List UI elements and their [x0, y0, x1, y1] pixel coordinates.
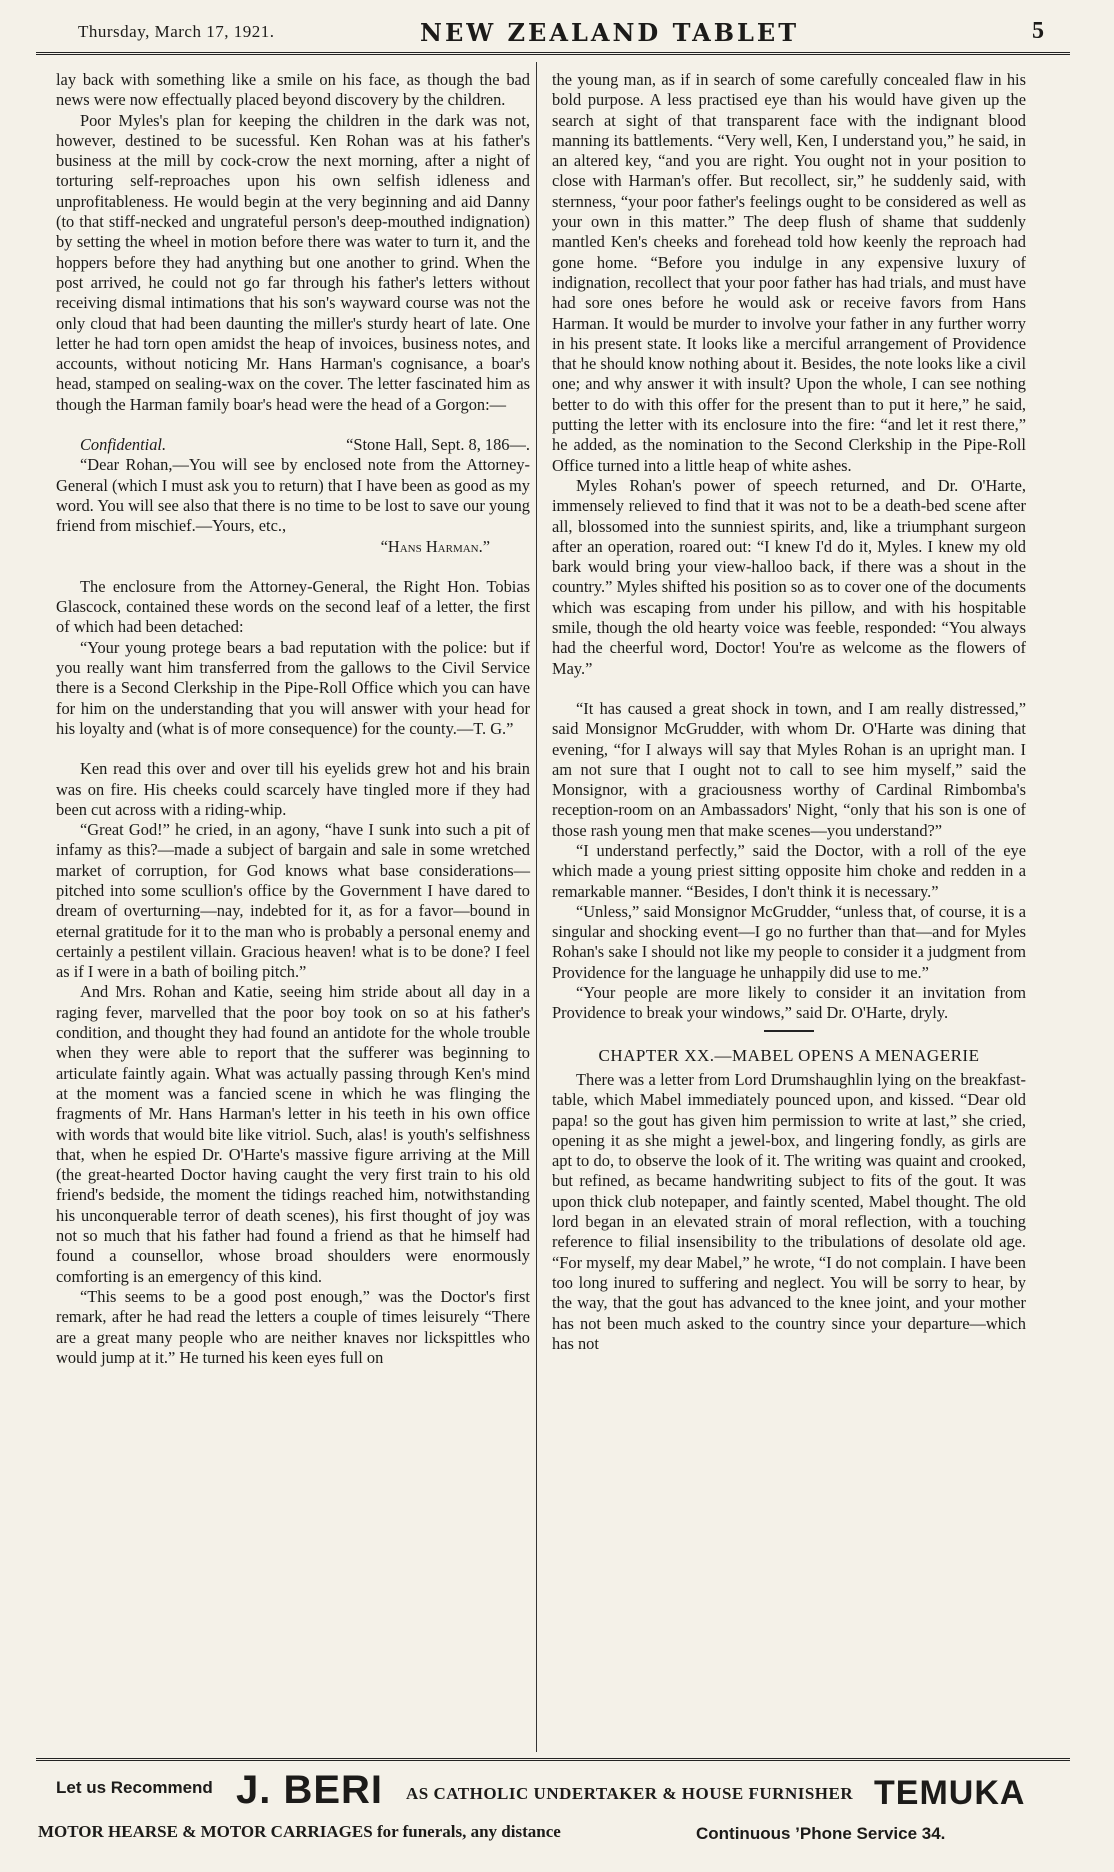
paragraph: the young man, as if in search of some carefully concealed flaw in his bold purpose. A less practised eye than his would have given up the search at sight of that transparent face with the indignant blood manning its battlements. “Very well, Ken, I understand you,” he said, in an altered key, “and you are right. You ought not in your position to close with Harman's offer. But recollect, sir,” he suddenly said, with sternness, “your poor father's feelings ought to be considered as well as your own in this matter.” The deep flush of shame that suddenly mantled Ken's cheeks and forehead told how keenly the reproach had gone home. “Before you indulge in any expensive luxury of indignation, recollect that your poor father has had trials, and must have had sore ones before he would ask or receive favors from Hans Harman. It would be murder to involve your father in any further worry in his present state. It looks like a merciful arrangement of Providence that he should know nothing about it. Besides, the note looks like a civil one; and why answer it with insult? Upon the whole, I can see nothing better to do with this offer for the present than to put it here,” he said, putting the letter with its enclosure into the fire: “and let it rest there,” he added, as the nomination to the Second Clerkship in the Pipe-Roll Office turned into a little heap of white ashes.	[552, 70, 1026, 475]
paragraph: There was a letter from Lord Drumshaughlin lying on the breakfast-table, which Mabel immediately pounced upon, and kissed. “Dear old papa! so the gout has given him permission to write at last,” she cried, opening it as she might a jewel-box, and lingering fondly, as girls are apt to do, to observe the look of it. The writing was quaint and crooked, but refined, as became handwriting subject to fits of the gout. It was upon thick club notepaper, and faintly scented, Mabel thought. The old lord began in an elevated strain of moral reflection, with a touching reference to filial insensibility to the tribulations of desolate old age. “For myself, my dear Mabel,” he wrote, “I do not complain. I have been too long inured to suffering and neglect. You will be sorry to hear, by the way, that the gout has advanced to the knee joint, and your mother has not been much asked to the country since your departure—which has not	[552, 1069, 1026, 1353]
letter-heading	[56, 435, 530, 455]
paragraph: And Mrs. Rohan and Katie, seeing him stride about all day in a raging fever, marvelled that the poor boy took on so at his father's condition, and thought they had found an antidote for the whole trouble when they were able to report that the sufferer was beginning to articulate faintly again. What was actually passing through Ken's mind at the moment was a fancied scene in which he was flinging the fragments of Mr. Hans Harman's letter in his teeth in his own office with words that would bite like vitriol. Such, alas! is youth's selfishness that, when he espied Dr. O'Harte's massive figure arriving at the Mill (the great-hearted Doctor having caught the very first train to his old friend's bedside, the moment the tidings reached him, notwithstanding his unconquerable terror of death scenes), his first thought of joy was not so much that his father had found a friend as that he himself had found a counsellor, whose broad shoulders were enormously comforting is an emergency of this kind.	[56, 982, 530, 1286]
paragraph: “Great God!” he cried, in an agony, “have I sunk into such a pit of infamy as this?—made a subject of bargain and sale in some wretched market of corruption, for God knows what base considerations—pitched into some scullion's office by the Government I have dared to dream of overturning—nay, indebted for it, as for a favor—bound in eternal gratitude for it to the man who is probably a personal enemy and certainly a pestilent villain. Gracious heaven! what is to be done? I feel as if I were in a bath of boiling pitch.”	[56, 820, 530, 982]
paragraph: “Your young protege bears a bad reputation with the police: but if you really want him transferred from the gallows to the Civil Service there is a Second Clerkship in the Pipe-Roll Office which you can have for him on the understanding that you will answer with your head for his loyalty and (what is of more consequence) for the county.—T. G.”	[56, 637, 530, 738]
chapter-heading: CHAPTER XX.—MABEL OPENS A MENAGERIE	[598, 1045, 980, 1065]
paragraph: “I understand perfectly,” said the Doctor, with a roll of the eye which made a young priest sitting opposite him choke and redden in a remarkable manner. “Besides, I don't think it is necessary.”	[552, 840, 1026, 901]
paragraph: The enclosure from the Attorney-General, the Right Hon. Tobias Glascock, contained these words on the second leaf of a letter, the first of which had been detached:	[56, 576, 530, 637]
letter-body: “Dear Rohan,—You will see by enclosed note from the Attorney-General (which I must ask you to return) that I have been as good as my word. You will see also that there is no time to be lost to save our young friend from mischief.—Yours, etc.,	[56, 455, 530, 536]
paragraph: “This seems to be a good post enough,” was the Doctor's first remark, after he had read the letters a couple of times leisurely “There are a great many people who are neither knaves nor lickspittles who would jump at it.” He turned his keen eyes full on	[56, 1286, 530, 1367]
page-header	[50, 16, 1070, 52]
paragraph: Poor Myles's plan for keeping the children in the dark was not, however, destined to be sucessful. Ken Rohan was at his father's business at the mill by cock-crow the next morning, after a night of torturing self-reproaches upon his own selfish idleness and unprofitableness. He would begin at the very beginning and aid Danny (to that stiff-necked and ungrateful person's deep-mouthed indignation) by setting the wheel in motion before there was water to turn it, and the hoppers before they had anything but one another to grind. When the post arrived, he could not go far through his father's letters without receiving dismal intimations that his son's wayward course was not the only cloud that had been daunting the miller's sturdy heart of late. One letter he had torn open amidst the heap of invoices, business notes, and accounts, without noticing Mr. Hans Harman's cognisance, a boar's head, stamped on sealing-wax on the cover. The letter fascinated him as though the Harman family boar's head were the head of a Gorgon:—	[56, 110, 530, 414]
advertisement	[36, 1768, 1070, 1858]
ad-town: TEMUKA	[874, 1774, 1026, 1812]
page-number: 5	[1032, 18, 1044, 44]
paragraph: Myles Rohan's power of speech returned, and Dr. O'Harte, immensely relieved to find that it was not to be a death-bed scene after all, blossomed into the sunniest spirits, and, like a triumphant surgeon after an operation, roared out: “I knew I'd do it, Myles. I knew my old bark would bring your view-halloo back, if there was a shout in the country.” Myles shifted his position so as to cover one of the documents which was escaping from under his pillow, and with his hospitable smile, though the old hearty voice was feeble, responded: “You always had the cheerful word, Doctor! You're as welcome as the flowers of May.”	[552, 475, 1026, 678]
left-column	[56, 70, 530, 1368]
letter-date: “Stone Hall, Sept. 8, 186—.	[346, 435, 530, 455]
right-column	[552, 70, 1026, 1354]
ad-business-name: J. BERI	[236, 1768, 384, 1812]
issue-date: Thursday, March 17, 1921.	[78, 22, 275, 41]
ad-services: MOTOR HEARSE & MOTOR CARRIAGES for funerals, any distance	[38, 1822, 561, 1841]
letter-signature: “Hans Harman.”	[380, 536, 490, 556]
paragraph: “Your people are more likely to consider it an invitation from Providence to break your windows,” said Dr. O'Harte, dryly.	[552, 983, 1026, 1023]
footer-rule	[36, 1758, 1070, 1761]
masthead-title: NEW ZEALAND TABLET	[420, 18, 800, 47]
section-rule	[764, 1030, 814, 1032]
ad-description: AS CATHOLIC UNDERTAKER & HOUSE FURNISHER	[406, 1784, 854, 1803]
letter-confidential: Confidential.	[80, 435, 167, 455]
column-divider	[536, 62, 537, 1752]
paragraph: “It has caused a great shock in town, and I am really distressed,” said Monsignor McGrudder, with whom Dr. O'Harte was dining that evening, “for I always will say that Myles Rohan is an upright man. I am not sure that I ought not to call to see him myself,” said the Monsignor, with a graciousness worthy of Cardinal Rimbomba's reception-room on an Ambassadors' Night, “only that his son is one of those rash young men that make scenes—you understand?”	[552, 698, 1026, 840]
paragraph: “Unless,” said Monsignor McGrudder, “unless that, of course, it is a singular and shocking event—I go no further than that—and for Myles Rohan's sake I should not like my people to consider it a judgment from Providence for the language he unhappily did use to me.”	[552, 901, 1026, 982]
ad-phone: Continuous ’Phone Service 34.	[696, 1824, 946, 1843]
paragraph: Ken read this over and over till his eyelids grew hot and his brain was on fire. His cheeks could scarcely have tingled more if they had been cut across with a riding-whip.	[56, 759, 530, 819]
ad-recommend: Let us Recommend	[56, 1778, 213, 1797]
paragraph: lay back with something like a smile on his face, as though the bad news were now effectually placed beyond discovery by the children.	[56, 70, 530, 110]
header-rule	[36, 52, 1070, 55]
